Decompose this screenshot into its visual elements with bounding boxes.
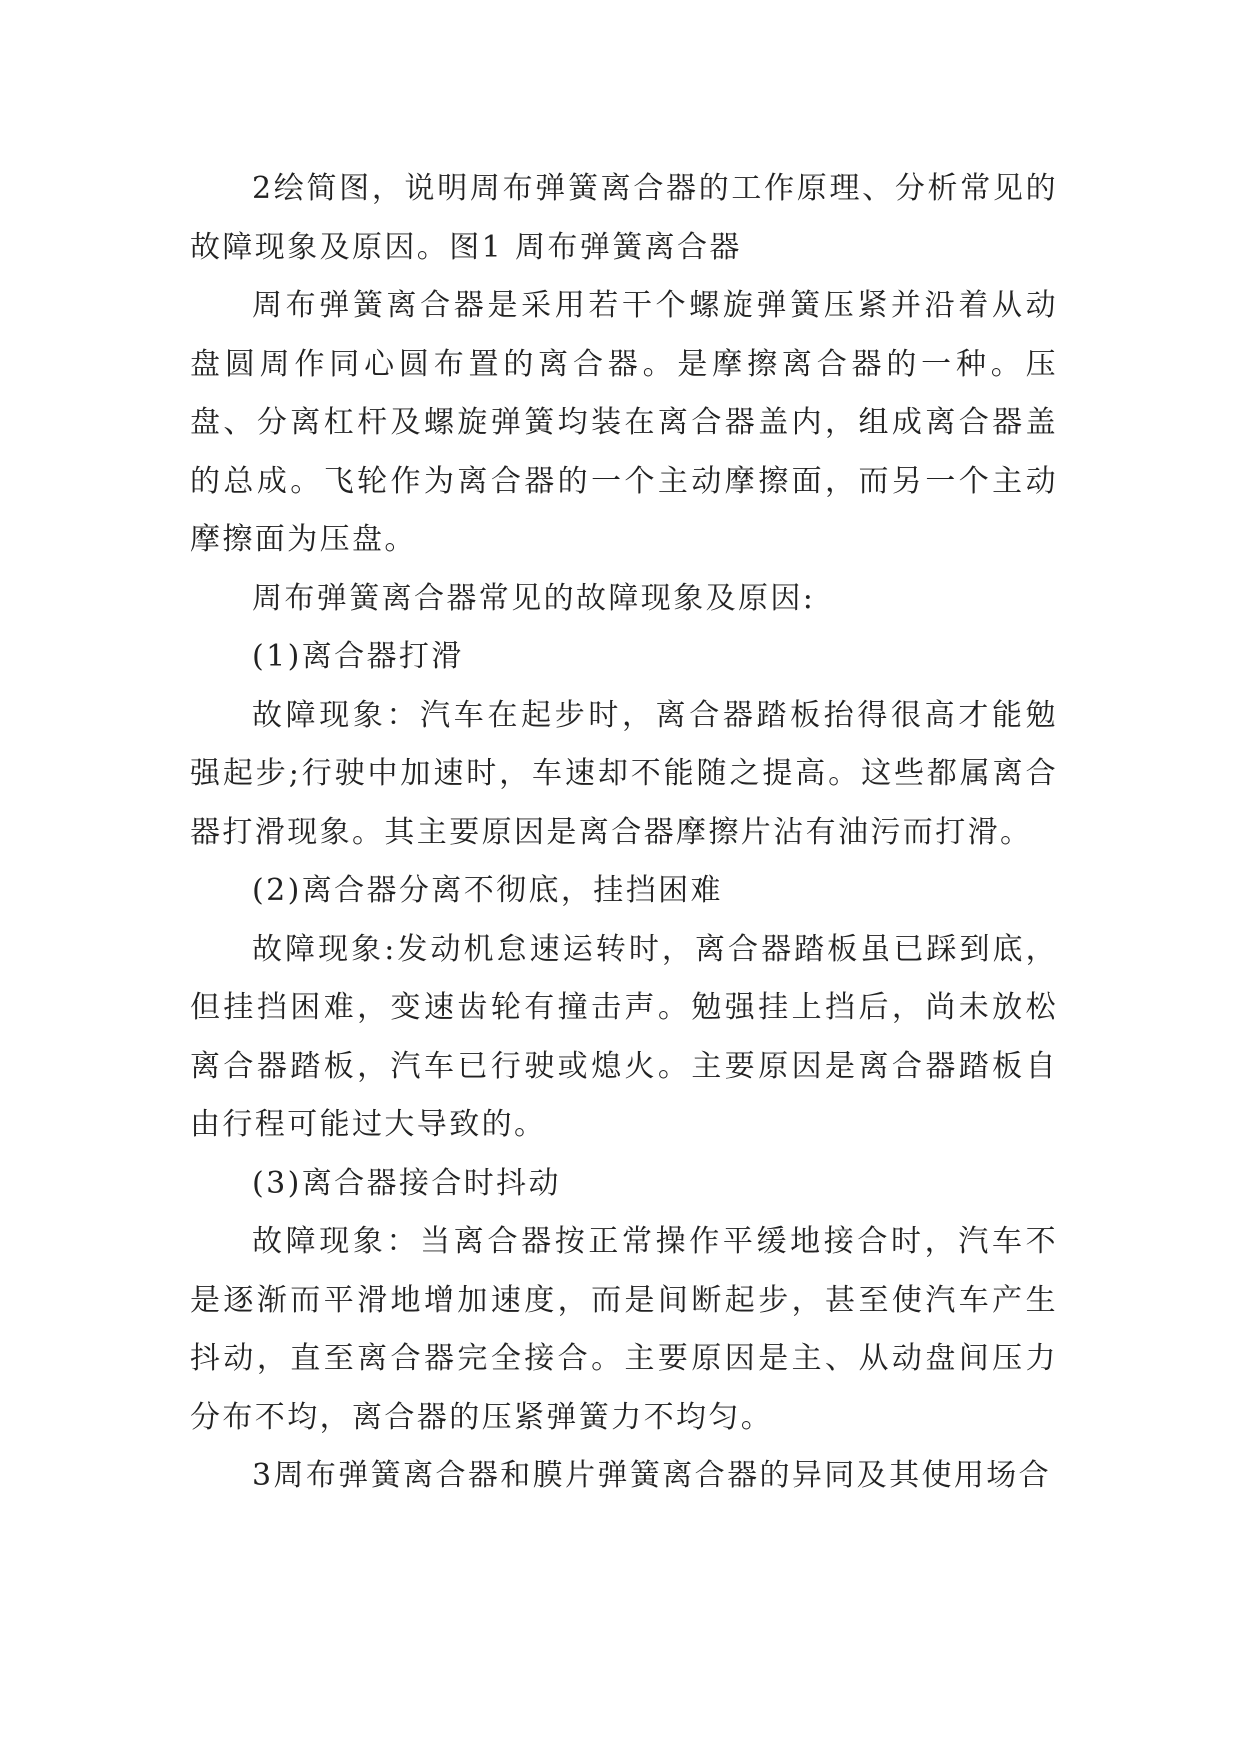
paragraph-faults-intro: 周布弹簧离合器常见的故障现象及原因: xyxy=(252,580,816,616)
paragraph-fault-1-body: 故障现象：汽车在起步时，离合器踏板抬得很高才能勉强起步;行驶中加速时，车速却不能随之提高。这些都属离合器打滑现象。其主要原因是离合器摩擦片沾有油污而打滑。 xyxy=(190,697,1058,850)
paragraph-fault-1-title: (1)离合器打滑 xyxy=(252,639,464,674)
paragraph-fault-3-title: (3)离合器接合时抖动 xyxy=(252,1165,561,1201)
paragraph-fault-2-title: (2)离合器分离不彻底，挂挡困难 xyxy=(252,873,723,908)
paragraph-fault-2-body: 故障现象:发动机怠速运转时，离合器踏板虽已踩到底，但挂挡困难，变速齿轮有撞击声。勉强挂上挡后，尚未放松离合器踏板，汽车已行驶或熄火。主要原因是离合器踏板自由行程可能过大导致的。 xyxy=(190,931,1058,1142)
document-body xyxy=(190,160,1058,1506)
paragraph-principle: 周布弹簧离合器是采用若干个螺旋弹簧压紧并沿着从动盘圆周作同心圆布置的离合器。是摩擦离合器的一种。压盘、分离杠杆及螺旋弹簧均装在离合器盖内，组成离合器盖的总成。飞轮作为离合器的一个主动摩擦面，而另一个主动摩擦面为压盘。 xyxy=(190,288,1058,557)
paragraph-heading-2: 2绘简图，说明周布弹簧离合器的工作原理、分析常见的故障现象及原因。图1 周布弹簧离合器 xyxy=(190,171,1058,265)
paragraph-fault-3-body: 故障现象：当离合器按正常操作平缓地接合时，汽车不是逐渐而平滑地增加速度，而是间断起步，甚至使汽车产生抖动，直至离合器完全接合。主要原因是主、从动盘间压力分布不均，离合器的压紧弹簧力不均匀。 xyxy=(190,1224,1058,1435)
paragraph-heading-3: 3周布弹簧离合器和膜片弹簧离合器的异同及其使用场合 xyxy=(252,1458,1052,1493)
